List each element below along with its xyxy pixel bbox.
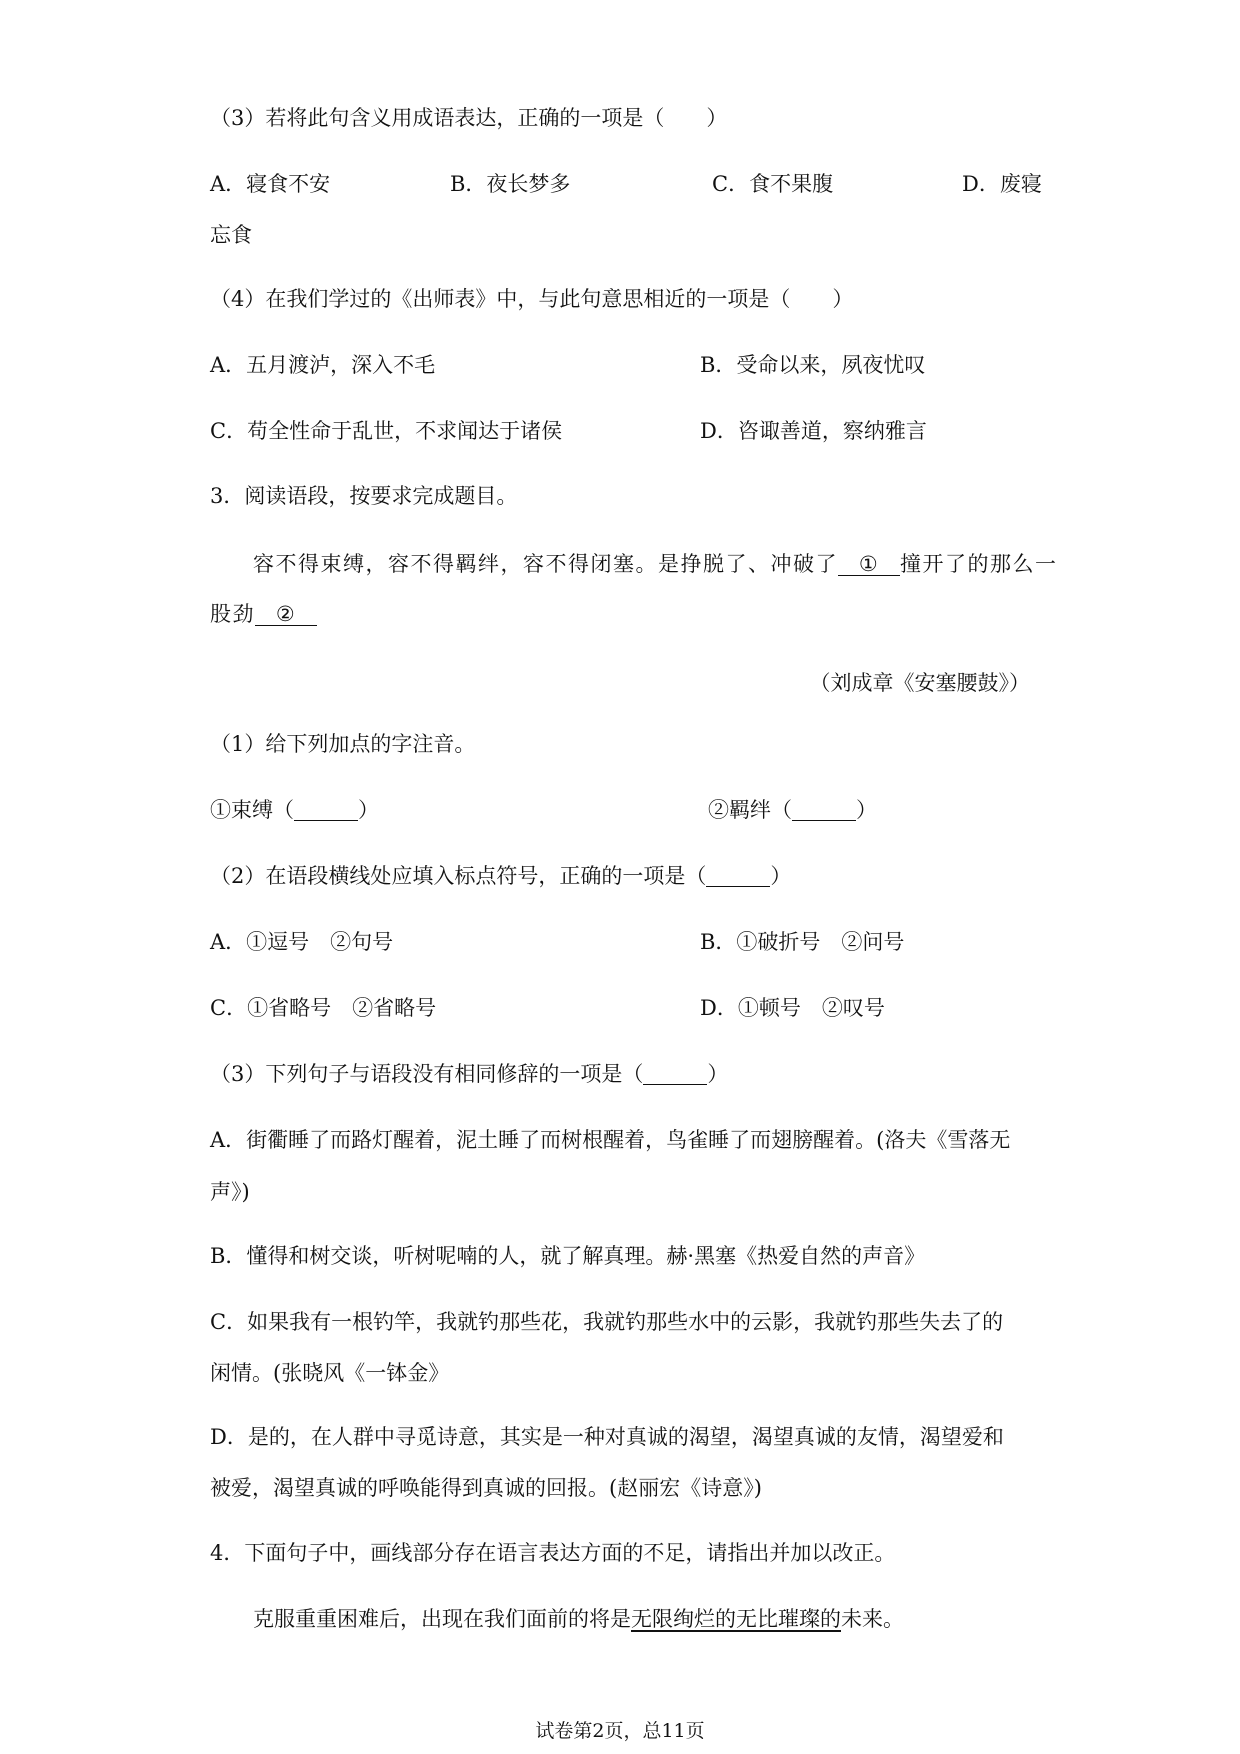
q3-sub2-answer[interactable] xyxy=(706,866,770,887)
q3-sub3-option-a-line1: A．街衢睡了而路灯醒着，泥土睡了而树根醒着，鸟雀睡了而翅膀醒着。(洛夫《雪落无 xyxy=(210,1128,1011,1152)
q3-passage-line1 xyxy=(253,552,1058,577)
q3-sub2-stem xyxy=(210,864,791,889)
q3-sub1-item2-label: ②羁绊（ xyxy=(708,798,792,822)
q2-sub3-stem: （3）若将此句含义用成语表达，正确的一项是（ ） xyxy=(210,106,728,130)
q2-sub3-option-a: A．寝食不安 xyxy=(210,172,331,196)
q3-sub1-item1 xyxy=(210,798,379,823)
q2-sub4-option-c: C．苟全性命于乱世，不求闻达于诸侯 xyxy=(210,419,563,443)
q3-sub2-stem-text: （2）在语段横线处应填入标点符号，正确的一项是（ xyxy=(210,864,707,888)
q3-title: 3．阅读语段，按要求完成题目。 xyxy=(210,484,518,508)
q3-sub1-answer2[interactable] xyxy=(792,800,856,821)
q3-passage-line2 xyxy=(210,602,317,627)
q3-passage-text-a: 容不得束缚，容不得羁绊，容不得闭塞。是挣脱了、冲破了 xyxy=(253,552,838,576)
q3-sub1-item1-close: ） xyxy=(358,798,379,822)
q3-sub3-option-d-line1: D．是的，在人群中寻觅诗意，其实是一种对真诚的渴望，渴望真诚的友情，渴望爱和 xyxy=(210,1425,1004,1449)
q3-sub1-stem: （1）给下列加点的字注音。 xyxy=(210,732,476,756)
q2-sub3-option-d: D．废寝 xyxy=(962,172,1042,196)
page-footer: 试卷第2页，总11页 xyxy=(535,1720,705,1742)
q3-sub1-answer1[interactable] xyxy=(294,800,358,821)
q3-sub3-option-a-line2: 声》) xyxy=(210,1180,250,1204)
q3-sub1-item2-close: ） xyxy=(856,798,877,822)
q3-sub2-option-c: C．①省略号 ②省略号 xyxy=(210,996,437,1020)
q2-sub3-option-b: B．夜长梦多 xyxy=(450,172,571,196)
q4-title: 4．下面句子中，画线部分存在语言表达方面的不足，请指出并加以改正。 xyxy=(210,1541,896,1565)
q2-sub4-stem: （4）在我们学过的《出师表》中，与此句意思相近的一项是（ ） xyxy=(210,287,854,311)
q2-sub3-option-d-wrap: 忘食 xyxy=(210,223,252,247)
q3-sub2-option-a: A．①逗号 ②句号 xyxy=(210,930,394,954)
q4-sentence-post: 未来。 xyxy=(841,1607,904,1631)
q2-sub4-option-a: A．五月渡泸，深入不毛 xyxy=(210,353,436,377)
q2-sub4-option-b: B．受命以来，夙夜忧叹 xyxy=(700,353,926,377)
q3-sub3-option-b: B．懂得和树交谈，听树呢喃的人，就了解真理。赫·黑塞《热爱自然的声音》 xyxy=(210,1244,926,1268)
q3-sub3-stem-close: ） xyxy=(707,1062,729,1086)
q2-sub3-option-c: C．食不果腹 xyxy=(712,172,834,196)
q3-sub3-stem xyxy=(210,1062,728,1087)
q4-sentence xyxy=(253,1607,904,1632)
q3-sub1-item1-label: ①束缚（ xyxy=(210,798,294,822)
q3-passage-text-c: 股劲 xyxy=(210,602,255,626)
q3-sub3-option-c-line2: 闲情。(张晓风《一钵金》 xyxy=(210,1361,450,1385)
q3-source: （刘成章《安塞腰鼓》） xyxy=(809,671,1030,695)
q3-passage-text-b: 撞开了的那么一 xyxy=(900,552,1058,576)
q3-blank-2[interactable]: ② xyxy=(255,603,317,626)
q3-sub3-stem-text: （3）下列句子与语段没有相同修辞的一项是（ xyxy=(210,1062,644,1086)
q4-sentence-pre: 克服重重困难后，出现在我们面前的将是 xyxy=(253,1607,631,1631)
q3-sub2-stem-close: ） xyxy=(770,864,792,888)
q2-sub4-option-d: D．咨诹善道，察纳雅言 xyxy=(700,419,927,443)
q4-underlined-phrase: 无限绚烂的无比璀璨的 xyxy=(631,1607,841,1631)
q3-sub3-option-c-line1: C．如果我有一根钓竿，我就钓那些花，我就钓那些水中的云影，我就钓那些失去了的 xyxy=(210,1310,1004,1334)
q3-sub2-option-d: D．①顿号 ②叹号 xyxy=(700,996,885,1020)
q3-sub2-option-b: B．①破折号 ②问号 xyxy=(700,930,905,954)
q3-sub3-answer[interactable] xyxy=(643,1064,707,1085)
q3-sub1-item2 xyxy=(708,798,877,823)
q3-blank-1[interactable]: ① xyxy=(838,553,900,576)
q3-sub3-option-d-line2: 被爱，渴望真诚的呼唤能得到真诚的回报。(赵丽宏《诗意》) xyxy=(210,1476,762,1500)
